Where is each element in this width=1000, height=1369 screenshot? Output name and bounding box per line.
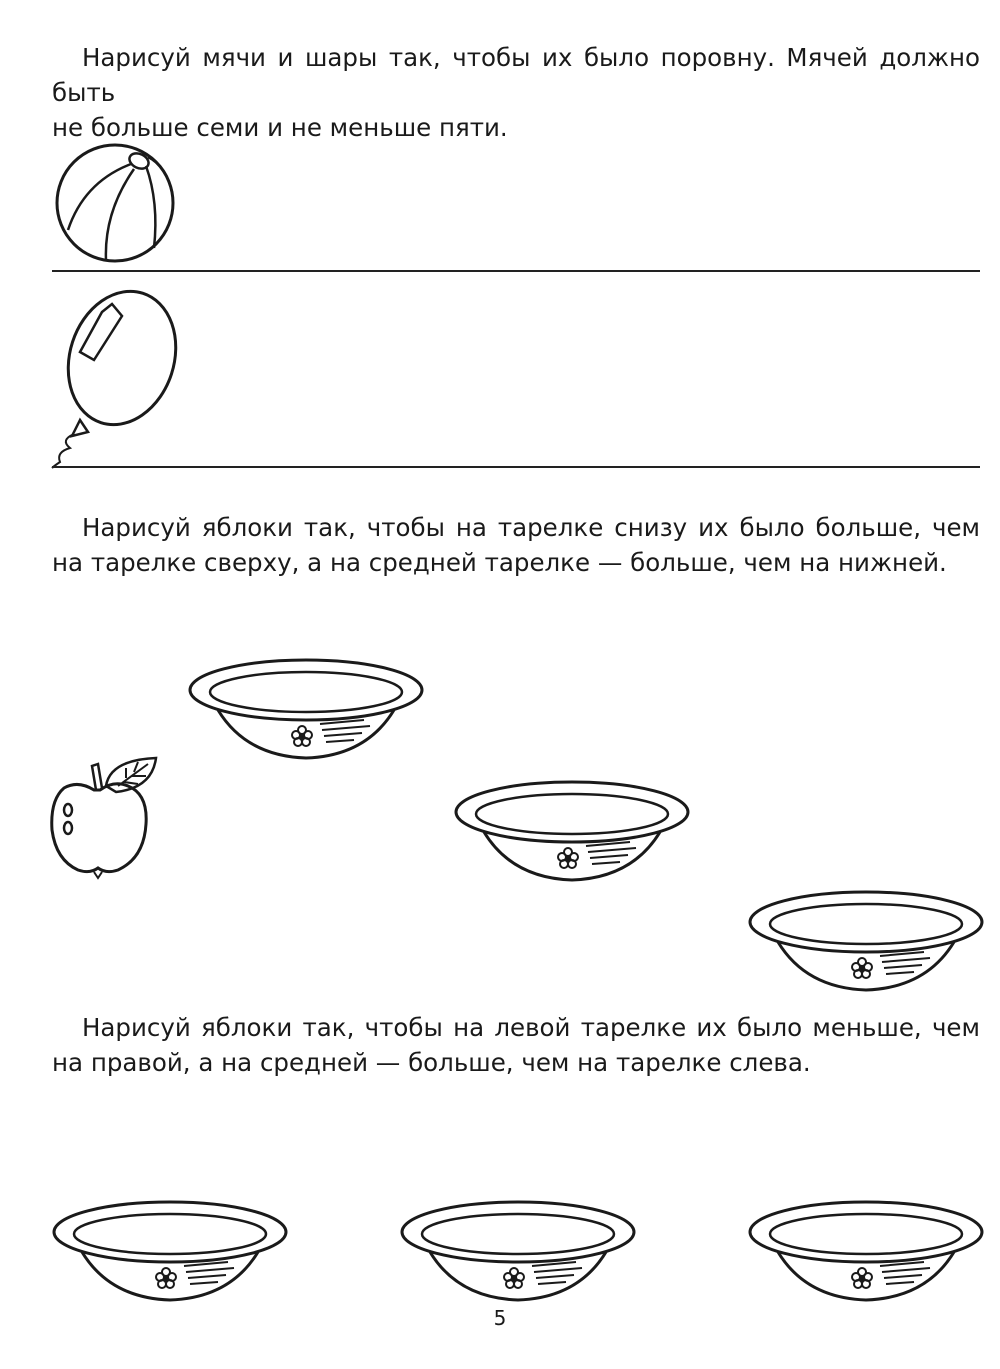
answer-line-balls	[52, 270, 980, 272]
page-number: 5	[493, 1306, 507, 1330]
answer-line-balloons	[52, 466, 980, 468]
balloon-icon	[50, 290, 180, 468]
task-3-instruction	[52, 1010, 980, 1080]
plate-icon	[52, 1200, 288, 1302]
task-3-line-2: на правой, а на средней — больше, чем на тарелке слева.	[52, 1048, 811, 1077]
task-1-line-1: Нарисуй мячи и шары так, чтобы их было поровну. Мячей должно быть	[52, 43, 980, 107]
beach-ball-icon	[54, 142, 176, 264]
task-1-line-2: не больше семи и не меньше пяти.	[52, 113, 508, 142]
plate-icon	[400, 1200, 636, 1302]
task-2-line-1: Нарисуй яблоки так, чтобы на тарелке снизу их было больше, чем	[82, 513, 980, 542]
apple-icon	[48, 752, 162, 878]
plate-icon	[454, 780, 690, 882]
plate-icon	[748, 890, 984, 992]
task-3-line-1: Нарисуй яблоки так, чтобы на левой тарелке их было меньше, чем	[82, 1013, 980, 1042]
task-2-instruction	[52, 510, 980, 580]
plate-icon	[188, 658, 424, 760]
task-1-instruction	[52, 40, 980, 145]
task-2-line-2: на тарелке сверху, а на средней тарелке — больше, чем на нижней.	[52, 548, 947, 577]
plate-icon	[748, 1200, 984, 1302]
